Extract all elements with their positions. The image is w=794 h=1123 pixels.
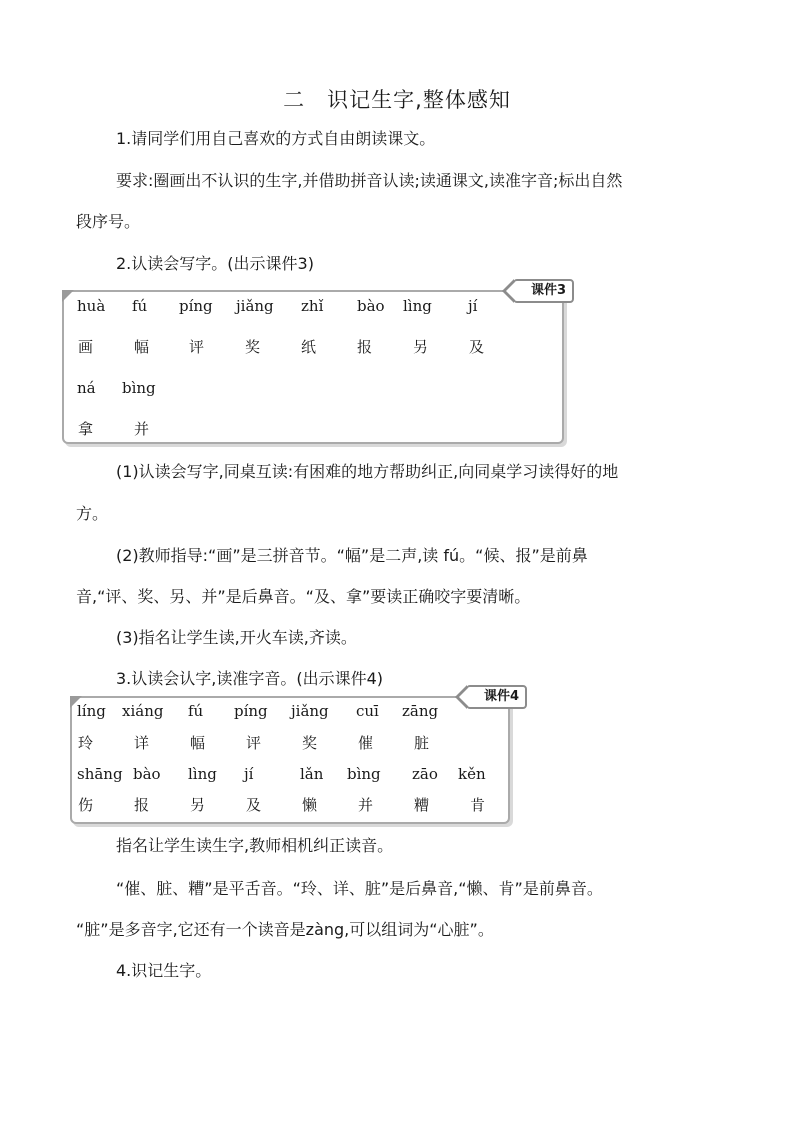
pinyin-label: cuī (356, 702, 379, 720)
pinyin-label: fú (188, 702, 204, 720)
paragraph-6: (3)指名让学生读,开火车读,齐读。 (116, 628, 357, 647)
section-title: 二 识记生字,整体感知 (283, 88, 511, 112)
paragraph-9-line-2: “脏”是多音字,它还有一个读音是zàng,可以组词为“心脏”。 (76, 920, 494, 939)
pinyin-label: zhǐ (301, 297, 324, 315)
character-label: 评 (246, 734, 262, 752)
paragraph-2-line-2: 段序号。 (76, 212, 141, 231)
character-label: 纸 (301, 338, 317, 356)
paragraph-7: 3.认读会认字,读准字音。(出示课件4) (116, 669, 384, 688)
character-label: 报 (357, 338, 373, 356)
character-label: 奖 (302, 734, 318, 752)
character-label: 并 (358, 796, 374, 814)
character-label: 另 (413, 338, 429, 356)
character-label: 伤 (78, 796, 94, 814)
pinyin-label: lìng (188, 765, 217, 783)
character-label: 及 (469, 338, 485, 356)
pinyin-label: huà (77, 297, 106, 315)
character-label: 奖 (245, 338, 261, 356)
pinyin-label: bào (133, 765, 161, 783)
character-label: 催 (358, 734, 374, 752)
character-label: 并 (134, 420, 150, 438)
character-label: 评 (189, 338, 205, 356)
character-label: 懒 (302, 796, 318, 814)
paragraph-2-line-1: 要求:圈画出不认识的生字,并借助拼音认读;读通课文,读准字音;标出自然 (116, 171, 623, 190)
courseware-tag-4: 课件4 (466, 685, 527, 709)
character-label: 详 (134, 734, 150, 752)
pinyin-label: líng (77, 702, 106, 720)
pinyin-label: bìng (347, 765, 381, 783)
character-label: 脏 (414, 734, 430, 752)
pinyin-label: píng (234, 702, 268, 720)
character-label: 拿 (78, 420, 94, 438)
paragraph-3: 2.认读会写字。(出示课件3) (116, 254, 314, 273)
pinyin-label: jiǎng (236, 297, 274, 315)
paragraph-5-line-2: 音,“评、奖、另、并”是后鼻音。“及、拿”要读正确咬字要清晰。 (76, 587, 531, 606)
pinyin-label: fú (132, 297, 148, 315)
character-label: 糟 (414, 796, 430, 814)
paragraph-5-line-1: (2)教师指导:“画”是三拼音节。“幅”是二声,读 fú。“候、报”是前鼻 (116, 546, 588, 565)
pinyin-label: jiǎng (291, 702, 329, 720)
character-label: 幅 (190, 734, 206, 752)
paragraph-10: 4.识记生字。 (116, 961, 212, 980)
character-label: 报 (134, 796, 150, 814)
pinyin-label: shāng (77, 765, 123, 783)
pinyin-label: jí (244, 765, 254, 783)
character-label: 幅 (134, 338, 150, 356)
box-corner-mark (62, 290, 74, 302)
pinyin-label: zāng (402, 702, 439, 720)
pinyin-label: ná (77, 379, 96, 397)
pinyin-label: lǎn (300, 765, 324, 783)
pinyin-label: xiáng (122, 702, 164, 720)
pinyin-label: kěn (458, 765, 486, 783)
paragraph-4-line-1: (1)认读会写字,同桌互读:有困难的地方帮助纠正,向同桌学习读得好的地 (116, 462, 619, 481)
paragraph-1: 1.请同学们用自己喜欢的方式自由朗读课文。 (116, 129, 436, 148)
pinyin-label: jí (468, 297, 478, 315)
pinyin-label: bìng (122, 379, 156, 397)
character-label: 另 (190, 796, 206, 814)
pinyin-label: píng (179, 297, 213, 315)
courseware-tag-3: 课件3 (513, 279, 574, 303)
paragraph-8: 指名让学生读生字,教师相机纠正读音。 (116, 836, 394, 855)
pinyin-label: zāo (412, 765, 438, 783)
character-label: 画 (78, 338, 94, 356)
paragraph-4-line-2: 方。 (76, 504, 109, 523)
character-label: 玲 (78, 734, 94, 752)
pinyin-label: bào (357, 297, 385, 315)
character-label: 及 (246, 796, 262, 814)
pinyin-label: lìng (403, 297, 432, 315)
paragraph-9-line-1: “催、脏、糟”是平舌音。“玲、详、脏”是后鼻音,“懒、肯”是前鼻音。 (116, 879, 603, 898)
character-label: 肯 (470, 796, 486, 814)
